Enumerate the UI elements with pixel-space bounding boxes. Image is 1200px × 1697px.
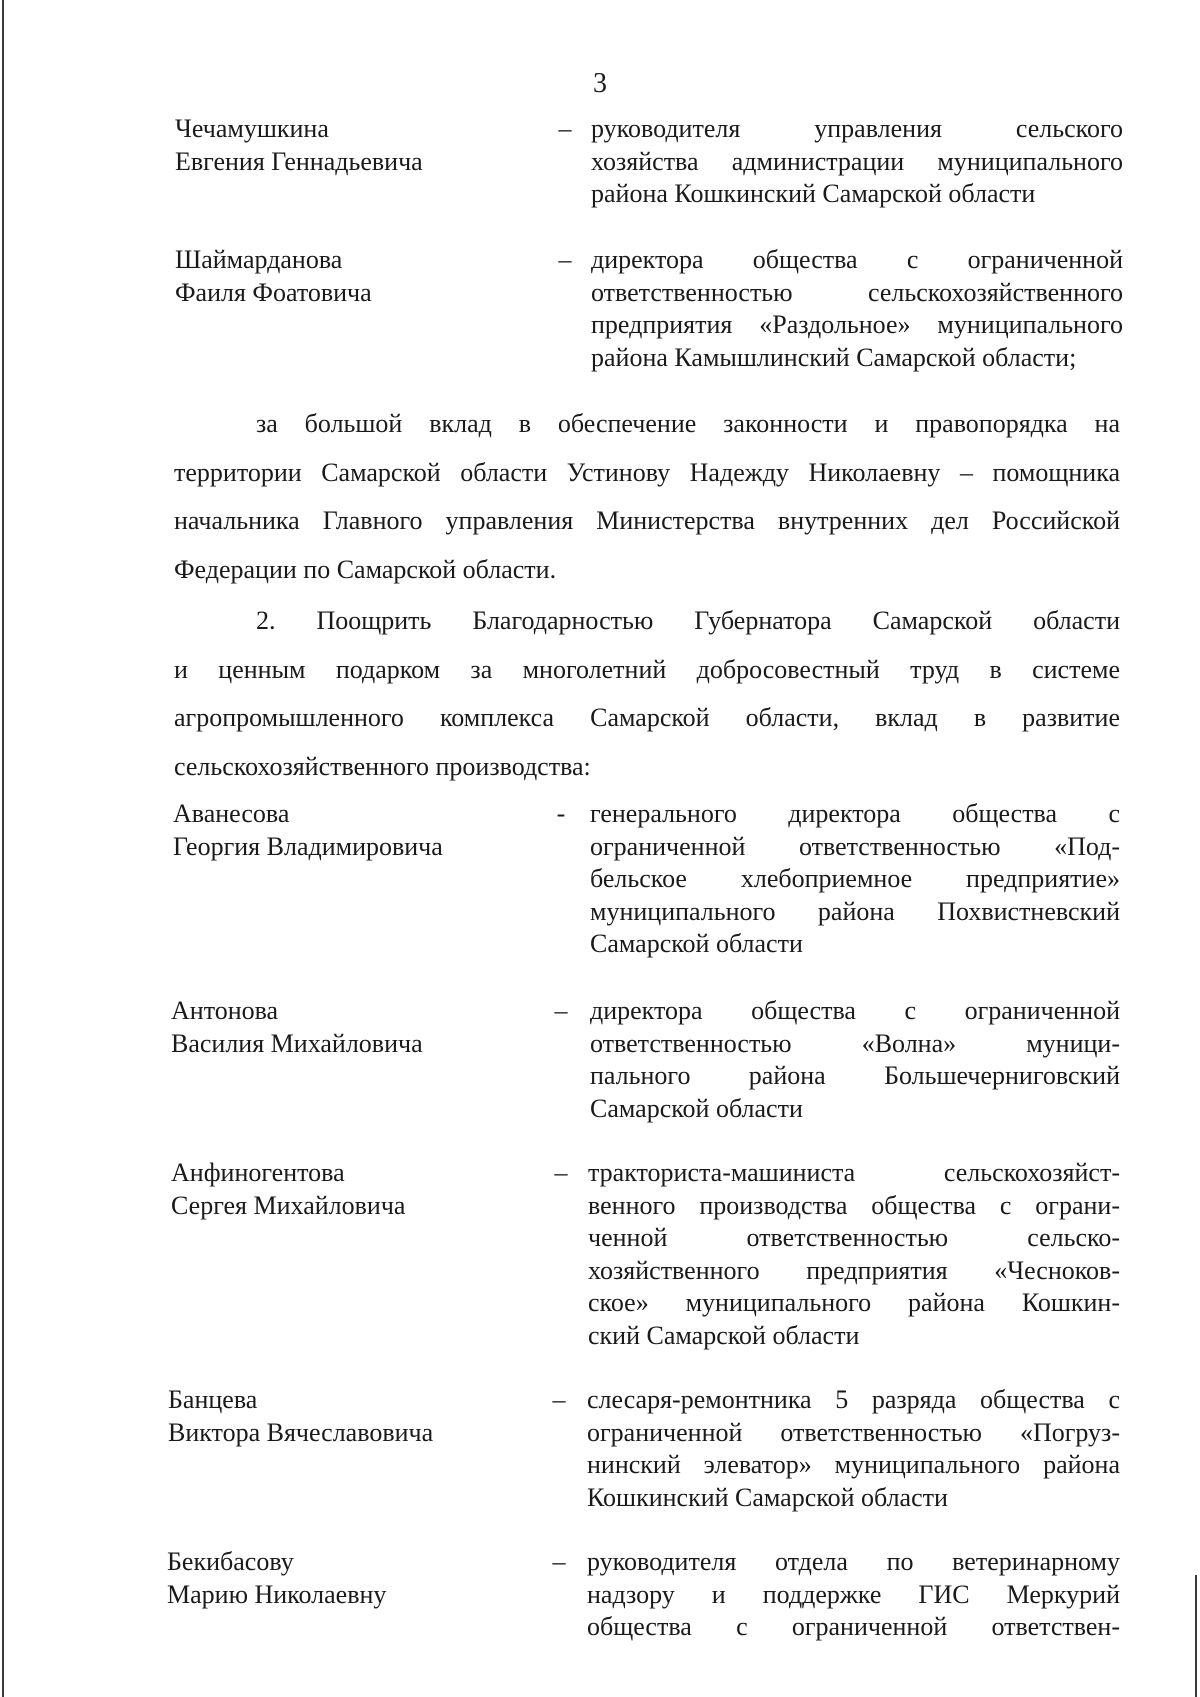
person-name: Аванесова Георгия Владимировича xyxy=(173,799,443,861)
person-name: Чечамушкина Евгения Геннадьевича xyxy=(175,114,423,176)
paragraph-item-2: 2. Поощрить Благодарностью Губернатора Самарской области и ценным подарком за многолетний добросовестный труд в системе агропромышленного комплекса Самарской области, вклад в развитие сельскохозяйственного производства: xyxy=(174,606,1120,781)
paragraph-award-law-enforcement: за большой вклад в обеспечение законности и правопорядка на территории Самарской области Устинову Надежду Николаевну – помощника начальника Главного управления Министерства внутренних дел Российской Федерации по Самарской области. xyxy=(174,409,1120,584)
position-description: руководителя управления сельского хозяйства администрации муниципального района Кошкинский Самарской области xyxy=(591,114,1123,208)
scan-edge-left xyxy=(2,0,4,1697)
entry-dash: – xyxy=(558,114,572,143)
person-name: Банцева Виктора Вячеславовича xyxy=(168,1385,434,1447)
entry-dash: – xyxy=(552,1547,566,1576)
page-number: 3 xyxy=(593,68,607,99)
person-name: Анфиногентова Сергея Михайловича xyxy=(171,1158,406,1220)
entry-dash: – xyxy=(554,996,568,1025)
position-description: тракториста-машиниста сельскохозяйст- венного производства общества с ограни- ченной ответственностью сельско- хозяйственного предприятия «Чесноков- ское» муниципального района Кошкин- ский Самарской области xyxy=(588,1158,1120,1350)
person-name: Бекибасову Марию Николаевну xyxy=(167,1547,387,1609)
entry-dash: – xyxy=(552,1385,566,1414)
person-name: Шаймарданова Фаиля Фоатовича xyxy=(175,245,372,307)
entry-dash: – xyxy=(554,1158,568,1187)
position-description: руководителя отдела по ветеринарному надзору и поддержке ГИС Меркурий общества с ограниченной ответствен- xyxy=(587,1547,1120,1641)
entry-dash: - xyxy=(556,799,566,828)
position-description: генерального директора общества с ограниченной ответственностью «Под- бельское хлебоприемное предприятие» муниципального района Похвистневский Самарской области xyxy=(590,799,1120,958)
position-description: директора общества с ограниченной ответственностью «Волна» муници- пального района Большечерниговский Самарской области xyxy=(590,996,1120,1123)
position-description: слесаря-ремонтника 5 разряда общества с ограниченной ответственностью «Погруз- нинский элеватор» муниципального района Кошкинский Самарской области xyxy=(587,1385,1120,1512)
position-description: директора общества с ограниченной ответственностью сельскохозяйственного предприятия «Раздольное» муниципального района Камышлинский Самарской области; xyxy=(591,245,1123,372)
person-name: Антонова Василия Михайловича xyxy=(171,996,423,1058)
scan-edge-right xyxy=(1195,1575,1197,1697)
entry-dash: – xyxy=(558,245,572,274)
